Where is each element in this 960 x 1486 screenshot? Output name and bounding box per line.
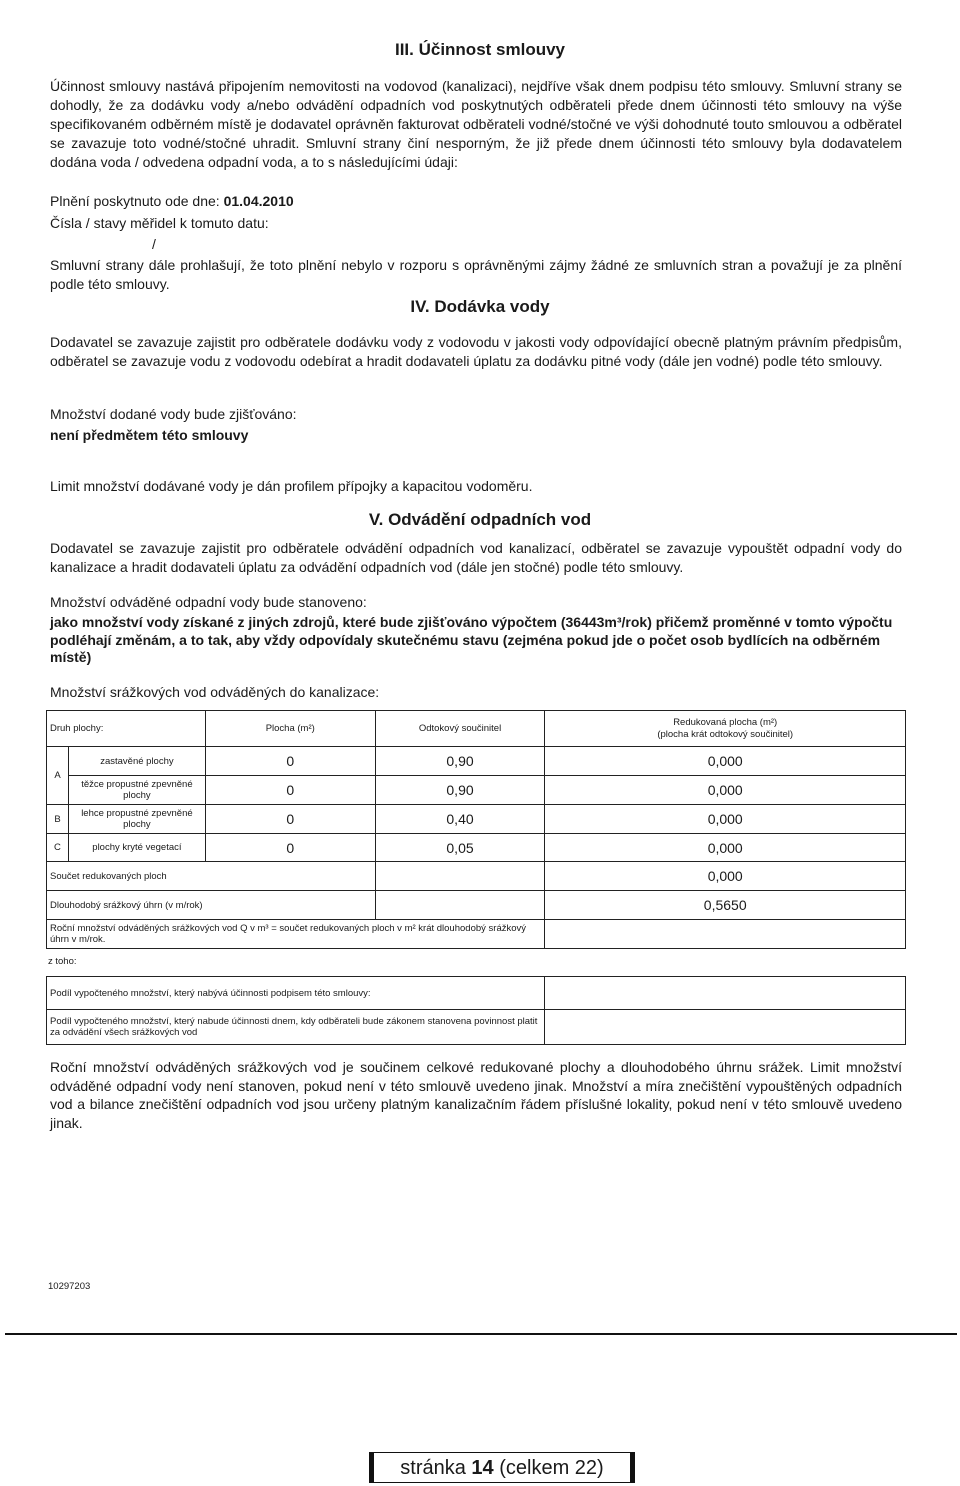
row-name: plochy kryté vegetací	[68, 834, 205, 862]
row-plocha: 0	[205, 805, 375, 834]
row-plocha: 0	[205, 776, 375, 805]
header-redukovana-line1: Redukovaná plocha (m²)	[673, 716, 778, 728]
rocni-label: Roční množství odváděných srážkových vod Q v m³ = součet redukovaných ploch v m² krát dlouhodobý srážkový úhrn v m/rok.	[47, 920, 545, 949]
mnozstvi-value: není předmětem této smlouvy	[50, 427, 249, 443]
section-3-paragraph: Účinnost smlouvy nastává připojením nemovitosti na vodovod (kanalizaci), nejdříve však dnem podpisu této smlouvy. Smluvní strany se dohodly, že za dodávku vody a/nebo odvádění odpadních vod poskytnutých odběrateli přede dnem účinnosti této smlouvy na výše specifikovaném odběrném místě je dodavatel oprávněn fakturovat odběrateli vodné/stočné ve výši dohodnuté touto smlouvou a odběratel se zavazuje toto vodné/stočné uhradit. Smluvní strany činí nesporným, že již přede dnem účinnosti této smlouvy byla dodavatelem dodána voda / odvedena odpadní voda, a to s následujícími údaji:	[50, 78, 902, 170]
row-odtok: 0,90	[375, 776, 545, 805]
header-plocha: Plocha (m²)	[205, 711, 375, 747]
row-name: zastavěné plochy	[68, 747, 205, 776]
row-redukovana: 0,000	[545, 805, 906, 834]
table-header-row	[47, 711, 906, 747]
soucet-value: 0,000	[545, 862, 906, 891]
rocni-value	[545, 920, 906, 949]
z-toho-label: z toho:	[48, 956, 77, 967]
section-heading-5: V. Odvádění odpadních vod	[368, 510, 592, 529]
soucet-empty	[375, 862, 545, 891]
podil1-label: Podíl vypočteného množství, který nabývá účinnosti podpisem této smlouvy:	[47, 977, 545, 1010]
plneni-date: 01.04.2010	[223, 193, 294, 209]
plneni-label: Plnění poskytnuto ode dne:	[50, 193, 220, 209]
table-row	[47, 805, 906, 834]
table-row-uhrn	[47, 891, 906, 920]
section-heading-3: III. Účinnost smlouvy	[394, 40, 566, 59]
section-4-paragraph: Dodavatel se zavazuje zajistit pro odběratele dodávku vody z vodovodu v jakosti vody odpovídající obecně platným právním předpisům, odběratel se zavazuje vodu z vodovodu odebírat a hradit dodavateli úplatu za dodávku pitné vody (dále jen vodné) podle této smlouvy.	[50, 334, 902, 369]
header-druh: Druh plochy:	[47, 711, 206, 747]
group-label: B	[47, 805, 69, 834]
uhrn-label: Dlouhodobý srážkový úhrn (v m/rok)	[47, 891, 376, 920]
podil2-value	[545, 1010, 906, 1045]
row-name: lehce propustné zpevněné plochy	[68, 805, 205, 834]
table-row	[47, 977, 906, 1010]
section-heading-4: IV. Dodávka vody	[410, 297, 550, 316]
group-label: A	[47, 747, 69, 805]
mnozstvi-label: Množství dodané vody bude zjišťováno:	[50, 406, 297, 422]
page-prefix: stránka	[400, 1457, 466, 1479]
closing-paragraph: Roční množství odváděných srážkových vod je součinem celkové redukované plochy a dlouhodobého úhrnu srážek. Limit množství odváděné odpadní vody není stanoven, pokud není v této smlouvě uvedeno jinak. Množství a míra znečištění vypouštěných odpadních vod a bilance znečištění odpadních vod jsou určeny platným kanalizačním řádem příslušné lokality, pokud není v této smlouvě uvedeno jinak.	[50, 1059, 902, 1131]
row-odtok: 0,05	[375, 834, 545, 862]
row-odtok: 0,40	[375, 805, 545, 834]
row-redukovana: 0,000	[545, 747, 906, 776]
srazky-label: Množství srážkových vod odváděných do kanalizace:	[50, 684, 380, 700]
table-row	[47, 776, 906, 805]
header-redukovana-line2: (plocha krát odtokový součinitel)	[657, 728, 794, 740]
srazky-table	[46, 710, 906, 949]
table-row	[47, 834, 906, 862]
podil2-label: Podíl vypočteného množství, který nabude účinnosti dnem, kdy odběrateli bude zákonem stanovena povinnost platit za odvádění všech srážkových vod	[47, 1010, 545, 1045]
row-odtok: 0,90	[375, 747, 545, 776]
row-redukovana: 0,000	[545, 834, 906, 862]
header-redukovana	[545, 711, 906, 747]
row-plocha: 0	[205, 747, 375, 776]
table-row-rocni	[47, 920, 906, 949]
footer-divider	[5, 1333, 957, 1335]
meridla-label: Čísla / stavy měřidel k tomuto datu:	[50, 215, 269, 231]
table-row-soucet	[47, 862, 906, 891]
document-number: 10297203	[48, 1281, 91, 1292]
group-label: C	[47, 834, 69, 862]
row-name: těžce propustné zpevněné plochy	[68, 776, 205, 805]
uhrn-empty	[375, 891, 545, 920]
page-number: 14	[471, 1457, 494, 1479]
page-total: (celkem 22)	[499, 1457, 604, 1479]
table-row	[47, 1010, 906, 1045]
podil1-value	[545, 977, 906, 1010]
uhrn-value: 0,5650	[545, 891, 906, 920]
limit-note: Limit množství dodávané vody je dán profilem přípojky a kapacitou vodoměru.	[50, 478, 533, 494]
podil-table	[46, 976, 906, 1045]
soucet-label: Součet redukovaných ploch	[47, 862, 376, 891]
header-odtok: Odtokový součinitel	[375, 711, 545, 747]
row-redukovana: 0,000	[545, 776, 906, 805]
row-plocha: 0	[205, 834, 375, 862]
meridla-value: /	[152, 236, 156, 252]
section-3-declaration: Smluvní strany dále prohlašují, že toto plnění nebylo v rozporu s oprávněnými zájmy žádné ze smluvních stran a považují je za plnění podle této smlouvy.	[50, 257, 902, 292]
table-row	[47, 747, 906, 776]
page-indicator	[369, 1452, 635, 1483]
plneni-line	[50, 193, 294, 209]
odpadni-value: jako množství vody získané z jiných zdrojů, které bude zjišťováno výpočtem (36443m³/rok) přičemž proměnné v tomto výpočtu podléhají změnám, a to tak, aby vždy odpovídaly skutečnému stavu (zejména pokud jde o počet osob bydlících na odběrném místě)	[50, 614, 893, 665]
odpadni-label: Množství odváděné odpadní vody bude stanoveno:	[50, 594, 367, 610]
section-5-paragraph: Dodavatel se zavazuje zajistit pro odběratele odvádění odpadních vod kanalizací, odběratel se zavazuje vypouštět odpadní vody do kanalizace a hradit dodavateli úplatu za odvádění odpadních vod (dále jen stočné) podle této smlouvy.	[50, 540, 902, 575]
